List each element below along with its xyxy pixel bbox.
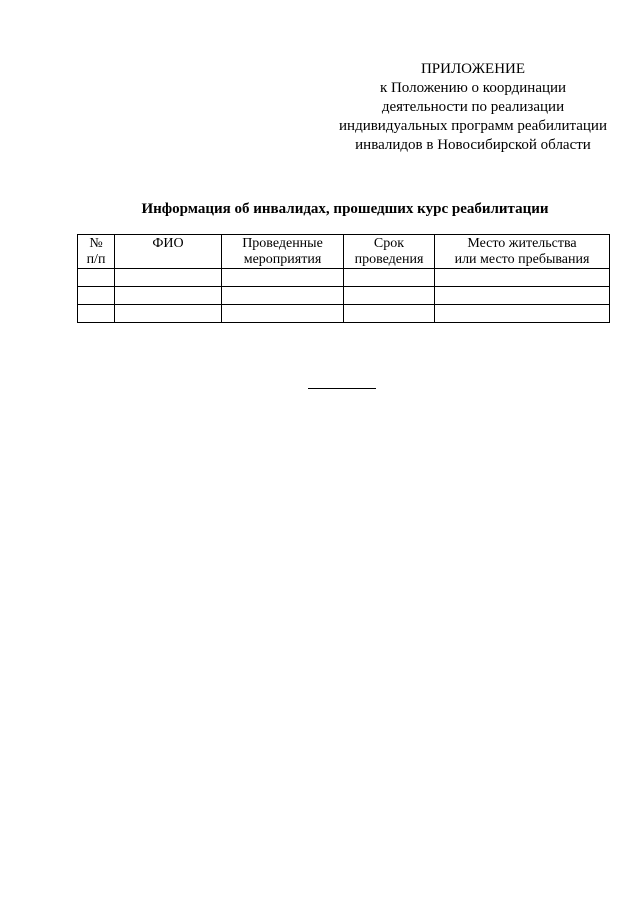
column-header-number xyxy=(78,235,115,269)
table-cell xyxy=(115,269,222,287)
column-header-line: мероприятия xyxy=(243,252,322,267)
column-header-line: проведения xyxy=(354,252,424,267)
table-header-row xyxy=(78,235,610,269)
column-header-residence xyxy=(435,235,610,269)
column-header-line: или место пребывания xyxy=(454,252,590,267)
column-header-name xyxy=(115,235,222,269)
appendix-block xyxy=(330,60,616,155)
column-header-line: № xyxy=(89,236,103,251)
table-cell xyxy=(435,305,610,323)
table-cell xyxy=(222,269,344,287)
table-cell xyxy=(344,287,435,305)
column-header-period xyxy=(344,235,435,269)
column-header-line: ФИО xyxy=(152,236,184,251)
column-header-line: п/п xyxy=(86,252,106,267)
column-header-line: Проведенные xyxy=(242,236,323,251)
table-row xyxy=(78,287,610,305)
table-cell xyxy=(115,287,222,305)
appendix-title: ПРИЛОЖЕНИЕ xyxy=(420,61,526,77)
appendix-line: индивидуальных программ реабилитации xyxy=(339,118,607,134)
table-cell xyxy=(435,269,610,287)
column-header-line: Место жительства xyxy=(467,236,577,251)
table-cell xyxy=(222,287,344,305)
table-row xyxy=(78,269,610,287)
closing-divider xyxy=(308,388,376,389)
table-cell xyxy=(115,305,222,323)
document-heading: Информация об инвалидах, прошедших курс реабилитации xyxy=(141,201,549,217)
table-cell xyxy=(344,305,435,323)
appendix-line: инвалидов в Новосибирской области xyxy=(355,137,591,153)
appendix-line: деятельности по реализации xyxy=(381,99,565,115)
column-header-line: Срок xyxy=(373,236,405,251)
table-cell xyxy=(222,305,344,323)
table-cell xyxy=(78,287,115,305)
table-cell xyxy=(435,287,610,305)
table-cell xyxy=(78,305,115,323)
column-header-measures xyxy=(222,235,344,269)
table-cell xyxy=(78,269,115,287)
appendix-line: к Положению о координации xyxy=(379,80,567,96)
table-row xyxy=(78,305,610,323)
info-table xyxy=(77,234,610,323)
table-cell xyxy=(344,269,435,287)
